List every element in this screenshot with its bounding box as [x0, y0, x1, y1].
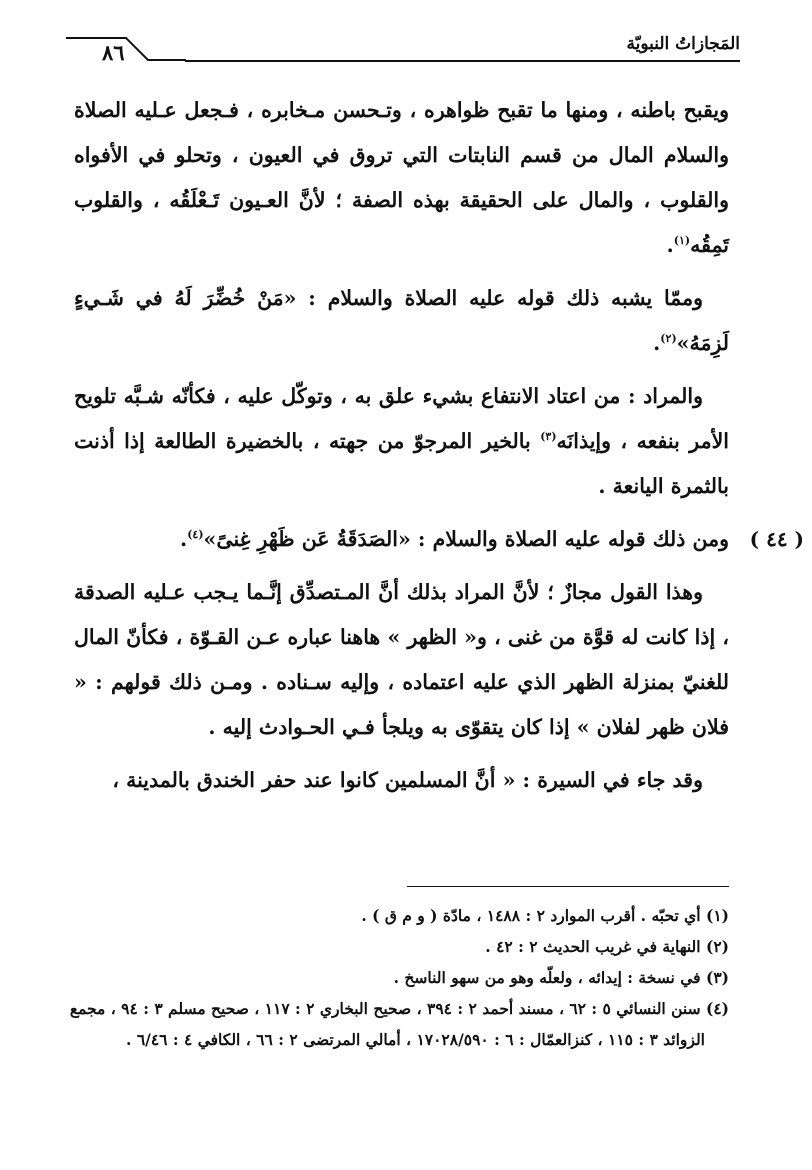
footnote-ref-3: (٣) — [540, 430, 557, 444]
footnote-separator — [407, 886, 729, 887]
paragraph-44 — [74, 517, 804, 562]
paragraph-3-rest: بالخير المرجوّ من جهته ، بالخضيرة الطالعة إذا أذنت بالثمرة اليانعة . — [74, 429, 729, 498]
paragraph-1-line-2: الصلاة والسلام المال من قسم النابتات التي تروق في العيون ، وتحلو في — [74, 98, 729, 167]
paragraph-3 — [74, 374, 729, 509]
paragraph-5-text: وهذا القول مجازٌ ؛ لأنَّ المراد بذلك أنَّ المـتصدِّق إنَّـما يـجب عـليه الصدقة ، إذا كانت له قوَّة من غنى ، و« الظهر » هاهنا عباره عـن القـوّة ، فكأنّ المال للغنيّ بمنزلة الظهر الذي عليه اعتماده ، وإليه سـناده . ومـن ذلك قولهم : « فلان ظهر لفلان » إذا كان يتقوّى به ويلجأ فـي الحـوادث إليه . — [74, 580, 729, 739]
footnote-3: (٣) في نسخة : إيدائه ، ولعلّه وهو من سهو الناسخ . — [393, 968, 729, 987]
paragraph-1-line-1: ويقبح باطنه ، ومنها ما تقبح ظواهره ، وتـحسن مـخابره ، فـجعل عـليه — [134, 98, 729, 122]
paragraph-1-line-3: الأفواه والقلوب ، والمال على الحقيقة بهذه الصفة ؛ لأنَّ العـيون تَـعْلَقُه ، — [74, 143, 729, 212]
paragraph-44-text: ومن ذلك قوله عليه الصلاة والسلام : «الصَدَقَةُ عَن ظَهْرِ غِنىً» — [203, 527, 729, 551]
main-text — [74, 88, 804, 811]
hadith-number: ( ٤٤ ) — [749, 527, 804, 551]
footnote-ref-2: (٢) — [660, 332, 677, 346]
paragraph-1-line-4: والقلوب تَمِقُه — [74, 188, 729, 257]
footnotes — [69, 900, 729, 1055]
footnote-2: (٢) النهاية في غريب الحديث ٢ : ٤٢ . — [485, 937, 729, 956]
footnote-4-line-2: الزوائد ٣ : ١١٥ ، كنزالعمّال : ٦ : ١٧٠٢٨/٥٩٠ ، أمالي المرتضى ٢ : ٦٦ ، الكافي ٤ : ٦/٤٦ . — [126, 1030, 705, 1049]
paragraph-2-text: وممّا يشبه ذلك قوله عليه الصلاة والسلام : «مَنْ خُضِّرَ لَهُ في شَـيءٍ لَزِمَهُ» — [74, 286, 729, 355]
running-header — [66, 30, 740, 70]
paragraph-6-text: وقد جاء في السيرة : « أنَّ المسلمين كانوا عند حفر الخندق بالمدينة ، — [112, 768, 703, 792]
paragraph-2 — [74, 276, 729, 366]
paragraph-5 — [74, 570, 729, 750]
page-number: ٨٦ — [102, 40, 125, 65]
paragraph-1 — [74, 88, 729, 268]
page-number-bracket — [66, 30, 186, 70]
header-rule — [185, 60, 740, 62]
footnote-ref-1: (١) — [673, 234, 691, 248]
footnote-4-line-1: (٤) سنن النسائي ٥ : ٦٢ ، مسند أحمد ٢ : ٣٩٤ ، صحيح البخاري ٢ : ١١٧ ، صحيح مسلم ٣ : ٩٤ ، مجمع — [69, 999, 729, 1018]
header-title: المَجازاتُ النبويّة — [626, 34, 740, 54]
paragraph-2-end: . — [653, 331, 661, 355]
paragraph-44-end: . — [180, 527, 188, 551]
footnote-ref-4: (٤) — [187, 528, 204, 542]
paragraph-1-end: . — [666, 233, 674, 257]
paragraph-3-text: والمراد : من اعتاد الانتفاع بشيء علق به ، وتوكّل عليه ، فكأنّه شـبَّه تلويح الأمر بنفعه ، وإيذانَه — [74, 384, 729, 453]
paragraph-6 — [74, 758, 729, 803]
footnote-1: (١) أي تحبّه . أقرب الموارد ٢ : ١٤٨٨ ، مادّة ( و م ق ) . — [361, 906, 729, 925]
